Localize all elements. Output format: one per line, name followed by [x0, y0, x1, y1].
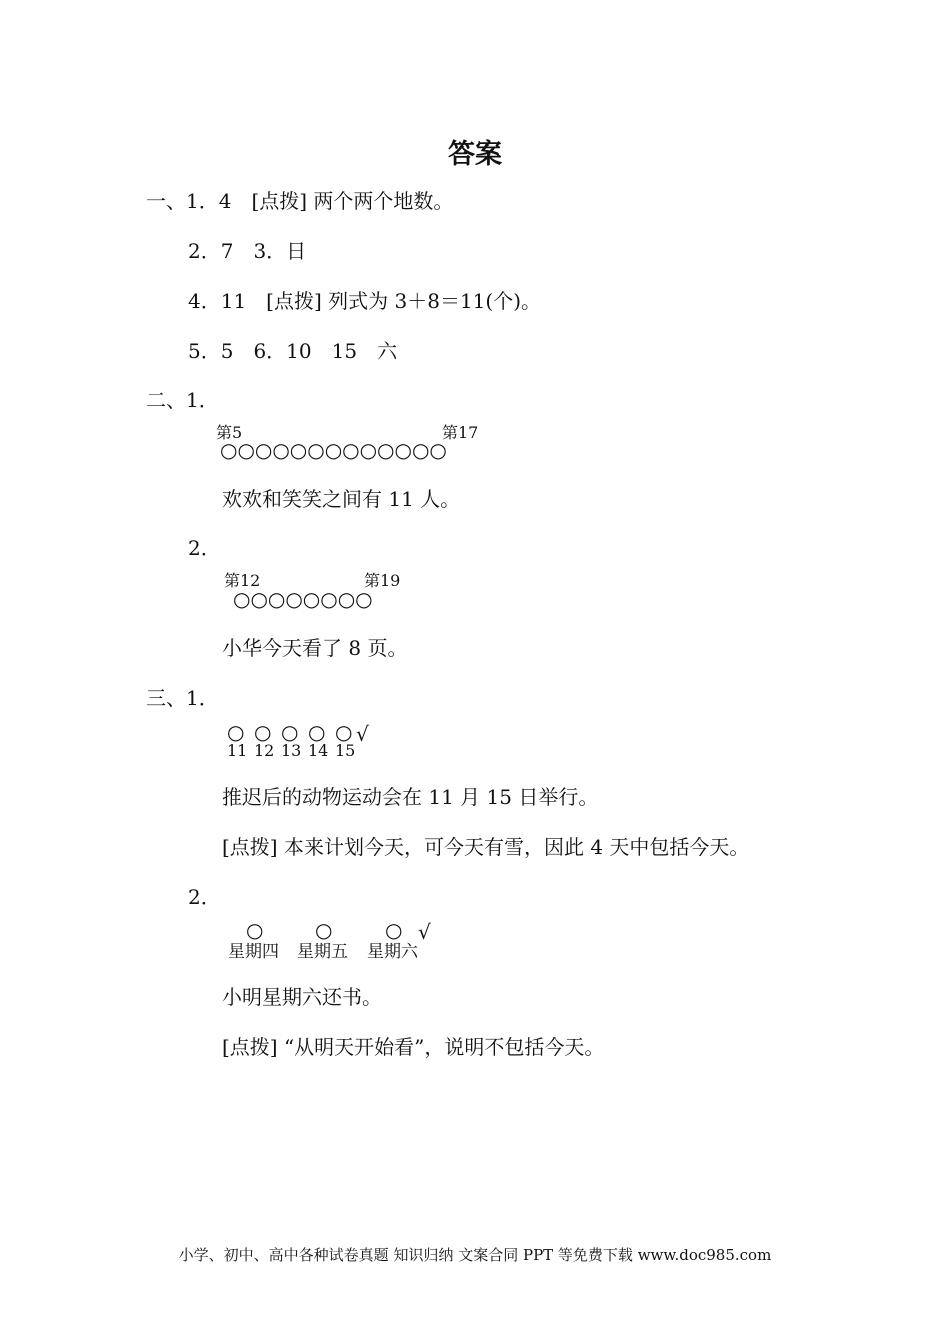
day-label-thursday: 星期四 [228, 942, 279, 962]
circle-saturday: ○ [385, 918, 403, 942]
question-2-2-heading: 2． [188, 536, 221, 560]
check-mark-icon: √ [418, 920, 431, 944]
answer-1-4: 4．11 [点拨] 列式为 3＋8＝11(个)。 [188, 289, 541, 313]
circle-day-11: ○ [227, 720, 245, 744]
answer-2-1: 欢欢和笑笑之间有 11 人。 [222, 487, 461, 511]
circle-day-14: ○ [308, 720, 326, 744]
date-label-15: 15 [335, 741, 356, 760]
question-3-2-heading: 2． [188, 885, 221, 909]
label-position-17: 第17 [442, 423, 479, 442]
circle-friday: ○ [315, 918, 333, 942]
date-label-12: 12 [254, 741, 275, 760]
answer-1-5-6: 5．5 6．10 15 六 [188, 339, 398, 363]
date-label-14: 14 [308, 741, 329, 760]
answer-3-2: 小明星期六还书。 [222, 985, 382, 1009]
section-3-heading: 三、1． [146, 686, 219, 710]
circle-day-13: ○ [281, 720, 299, 744]
circle-day-12: ○ [254, 720, 272, 744]
answer-2-2: 小华今天看了 8 页。 [222, 636, 408, 660]
day-label-saturday: 星期六 [367, 942, 418, 962]
circle-row-people: ○○○○○○○○○○○○○ [220, 438, 447, 462]
circle-row-pages: ○○○○○○○○ [233, 587, 373, 611]
date-label-13: 13 [281, 741, 302, 760]
answer-1-1: 一、1．4 [点拨] 两个两个地数。 [146, 189, 454, 213]
section-2-heading: 二、1． [146, 388, 219, 412]
label-position-5: 第5 [216, 423, 243, 442]
label-page-12: 第12 [224, 571, 261, 590]
circle-thursday: ○ [246, 918, 264, 942]
label-page-19: 第19 [364, 571, 401, 590]
answer-3-1: 推迟后的动物运动会在 11 月 15 日举行。 [222, 785, 599, 809]
circle-day-15: ○ [335, 720, 353, 744]
date-label-11: 11 [227, 741, 248, 760]
page-footer: 小学、初中、高中各种试卷真题 知识归纳 文案合同 PPT 等免费下载 www.doc985.com [178, 1246, 772, 1264]
answer-1-2-3: 2．7 3．日 [188, 239, 307, 263]
hint-3-2: [点拨] “从明天开始看”，说明不包括今天。 [222, 1035, 605, 1059]
page-title: 答案 [448, 139, 502, 170]
day-label-friday: 星期五 [297, 942, 348, 962]
hint-3-1: [点拨] 本来计划今天，可今天有雪，因此 4 天中包括今天。 [222, 835, 750, 859]
check-mark-icon: √ [356, 722, 369, 746]
